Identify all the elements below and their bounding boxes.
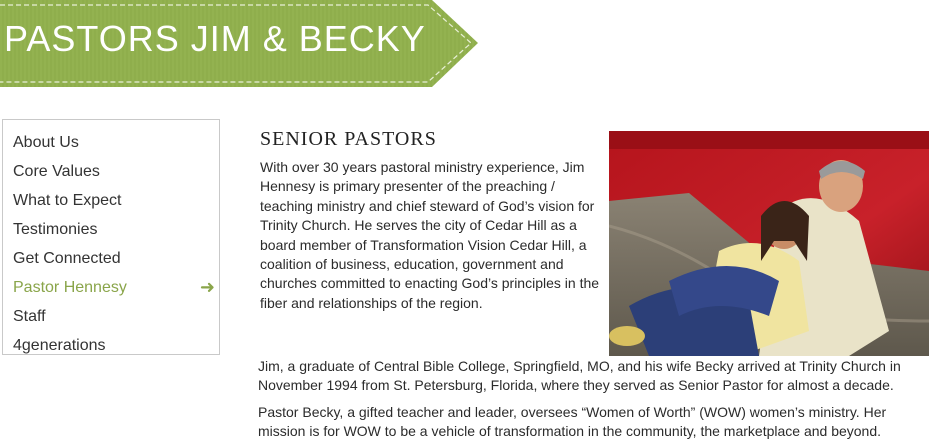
pastors-photo — [609, 131, 929, 356]
sidebar-item-label: Pastor Hennesy — [13, 279, 127, 296]
sidebar-item-label: Get Connected — [13, 250, 121, 267]
sidebar-item-testimonies[interactable] — [3, 215, 219, 244]
sidebar-item-label: Core Values — [13, 163, 100, 180]
sidebar-item-4generations[interactable] — [3, 331, 219, 360]
sidebar-item-label: About Us — [13, 134, 79, 151]
sidebar-item-core-values[interactable] — [3, 157, 219, 186]
sidebar-item-pastor-hennesy[interactable] — [3, 273, 219, 302]
arrow-right-icon: ➜ — [199, 277, 215, 297]
sidebar-item-what-to-expect[interactable] — [3, 186, 219, 215]
sidebar-item-label: What to Expect — [13, 192, 122, 209]
sidebar-item-about-us[interactable] — [3, 128, 219, 157]
history-paragraph: Jim, a graduate of Central Bible College, Springfield, MO, and his wife Becky arrived at Trinity Church in November 1994 from St. Petersburg, Florida, where they served as Senior Pastor for almost a decade. — [258, 358, 901, 393]
sidebar-nav — [2, 119, 220, 355]
sidebar-item-get-connected[interactable] — [3, 244, 219, 273]
sidebar-item-staff[interactable] — [3, 302, 219, 331]
page-title: PASTORS JIM & BECKY — [4, 18, 426, 59]
sidebar-item-label: 4generations — [13, 337, 106, 354]
section-heading: SENIOR PASTORS — [260, 128, 437, 150]
intro-paragraph: With over 30 years pastoral ministry experience, Jim Hennesy is primary presenter of the preaching / teaching ministry and chief steward of God’s vision for Trinity Church. He serves the city of Cedar Hill as a board member of Transformation Vision Cedar Hill, a coalition of business, education, government and churches committed to enacting God’s principles in the fiber and relationships of the region. — [260, 159, 600, 311]
becky-paragraph: Pastor Becky, a gifted teacher and leader, oversees “Women of Worth” (WOW) women’s ministry. Her mission is for WOW to be a vehicle of transformation in the community, the marketplace and beyond. — [258, 404, 887, 439]
sidebar-item-label: Testimonies — [13, 221, 98, 238]
sidebar-item-label: Staff — [13, 308, 46, 325]
page-banner — [0, 0, 478, 87]
